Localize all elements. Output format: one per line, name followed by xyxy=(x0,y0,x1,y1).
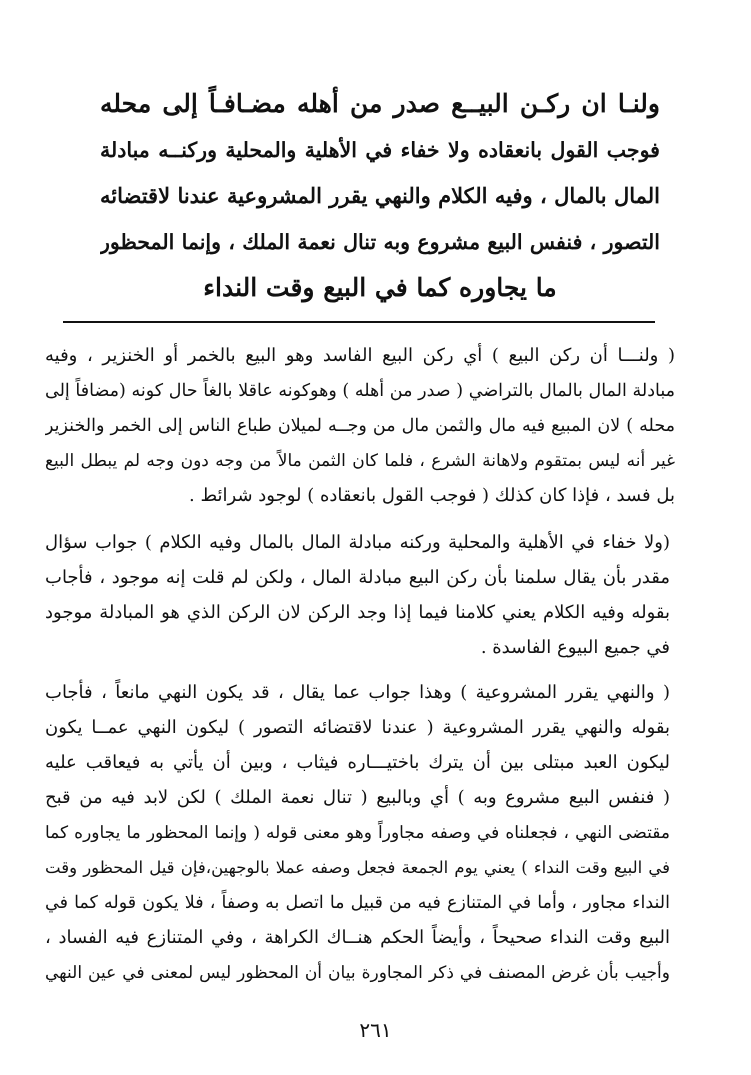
commentary-line: ( والنهي يقرر المشروعية ) وهذا جواب عما يقال ، قد يكون النهي مانعاً ، فأجاب xyxy=(45,682,670,703)
main-text-line: ما يجاوره كما في البيع وقت النداء xyxy=(203,273,557,302)
separator-rule xyxy=(63,321,655,323)
commentary-line: ليكون العبد مبتلى بين أن يترك باختيـــاره فيثاب ، وبين أن يأتي به فيعاقب عليه xyxy=(45,752,670,773)
commentary-line: وأجيب بأن غرض المصنف في ذكر المجاورة بيان أن المحظور ليس لمعنى في عين النهي xyxy=(45,963,670,983)
commentary-line: مبادلة المال بالمال بالتراضي ( صدر من أهله ) وهوكونه عاقلا بالغاً حال كونه (مضافاً إلى xyxy=(45,381,675,401)
commentary-line: في البيع وقت النداء ) يعني يوم الجمعة فجعل وصفه عملا بالوجهين،فإن قيل المحظور وقت xyxy=(45,858,670,877)
commentary-line: مقتضى النهي ، فجعلناه في وصفه مجاوراً وهو معنى قوله ( وإنما المحظور ما يجاوره كما xyxy=(45,823,670,843)
main-text-line: المال بالمال ، وفيه الكلام والنهي يقرر المشروعية عندنا لاقتضائه xyxy=(100,183,660,208)
commentary-line: بل فسد ، فإذا كان كذلك ( فوجب القول بانعقاده ) لوجود شرائط . xyxy=(189,485,675,506)
commentary-line: في جميع البيوع الفاسدة . xyxy=(480,637,670,658)
commentary-line: بقوله والنهي يقرر المشروعية ( عندنا لاقتضائه التصور ) ليكون النهي عمــا يكون xyxy=(45,717,670,738)
commentary-line: بقوله وفيه الكلام يعني كلامنا فيما إذا وجد الركن لان الركن الذي هو المبادلة موجود xyxy=(45,602,670,623)
main-text-line: التصور ، فنفس البيع مشروع وبه تنال نعمة الملك ، وإنما المحظور xyxy=(100,230,660,254)
commentary-line: (ولا خفاء في الأهلية والمحلية وركنه مبادلة المال بالمال وفيه الكلام ) جواب سؤال xyxy=(45,532,670,553)
main-text-line: ولنـا ان ركـن البيــع صدر من أهله مضـافـاً إلى محله xyxy=(100,89,660,118)
commentary-line: غير أنه ليس بمتقوم ولاهانة الشرع ، فلما كان الثمن مالاً من وجه دون وجه لم يبطل البيع xyxy=(45,451,675,471)
main-text-line: فوجب القول بانعقاده ولا خفاء في الأهلية والمحلية وركنــه مبادلة xyxy=(100,138,660,162)
page-number: ٢٦١ xyxy=(359,1018,392,1042)
commentary-line: مقدر بأن يقال سلمنا بأن ركن البيع مبادلة المال ، ولكن لم قلت إنه موجود ، فأجاب xyxy=(45,567,670,588)
commentary-line: ( فنفس البيع مشروع وبه ) أي وبالبيع ( تنال نعمة الملك ) لكن لابد فيه من قبح xyxy=(45,787,670,808)
commentary-line: النداء مجاور ، وأما في المتنازع فيه من قبيل ما اتصل به وصفاً ، فلا يكون قوله كما في xyxy=(45,893,670,913)
commentary-line: البيع وقت النداء صحيحاً ، وأيضاً الحكم هنــاك الكراهة ، وفي المتنازع فيه الفساد ، xyxy=(45,927,670,948)
commentary-line: ( ولنـــا أن ركن البيع ) أي ركن البيع الفاسد وهو البيع بالخمر أو الخنزير ، وفيه xyxy=(45,345,675,366)
commentary-line: محله ) لان المبيع فيه مال والثمن مال من وجــه لميلان طباع الناس إلى الخمر والخنزير xyxy=(45,416,675,436)
